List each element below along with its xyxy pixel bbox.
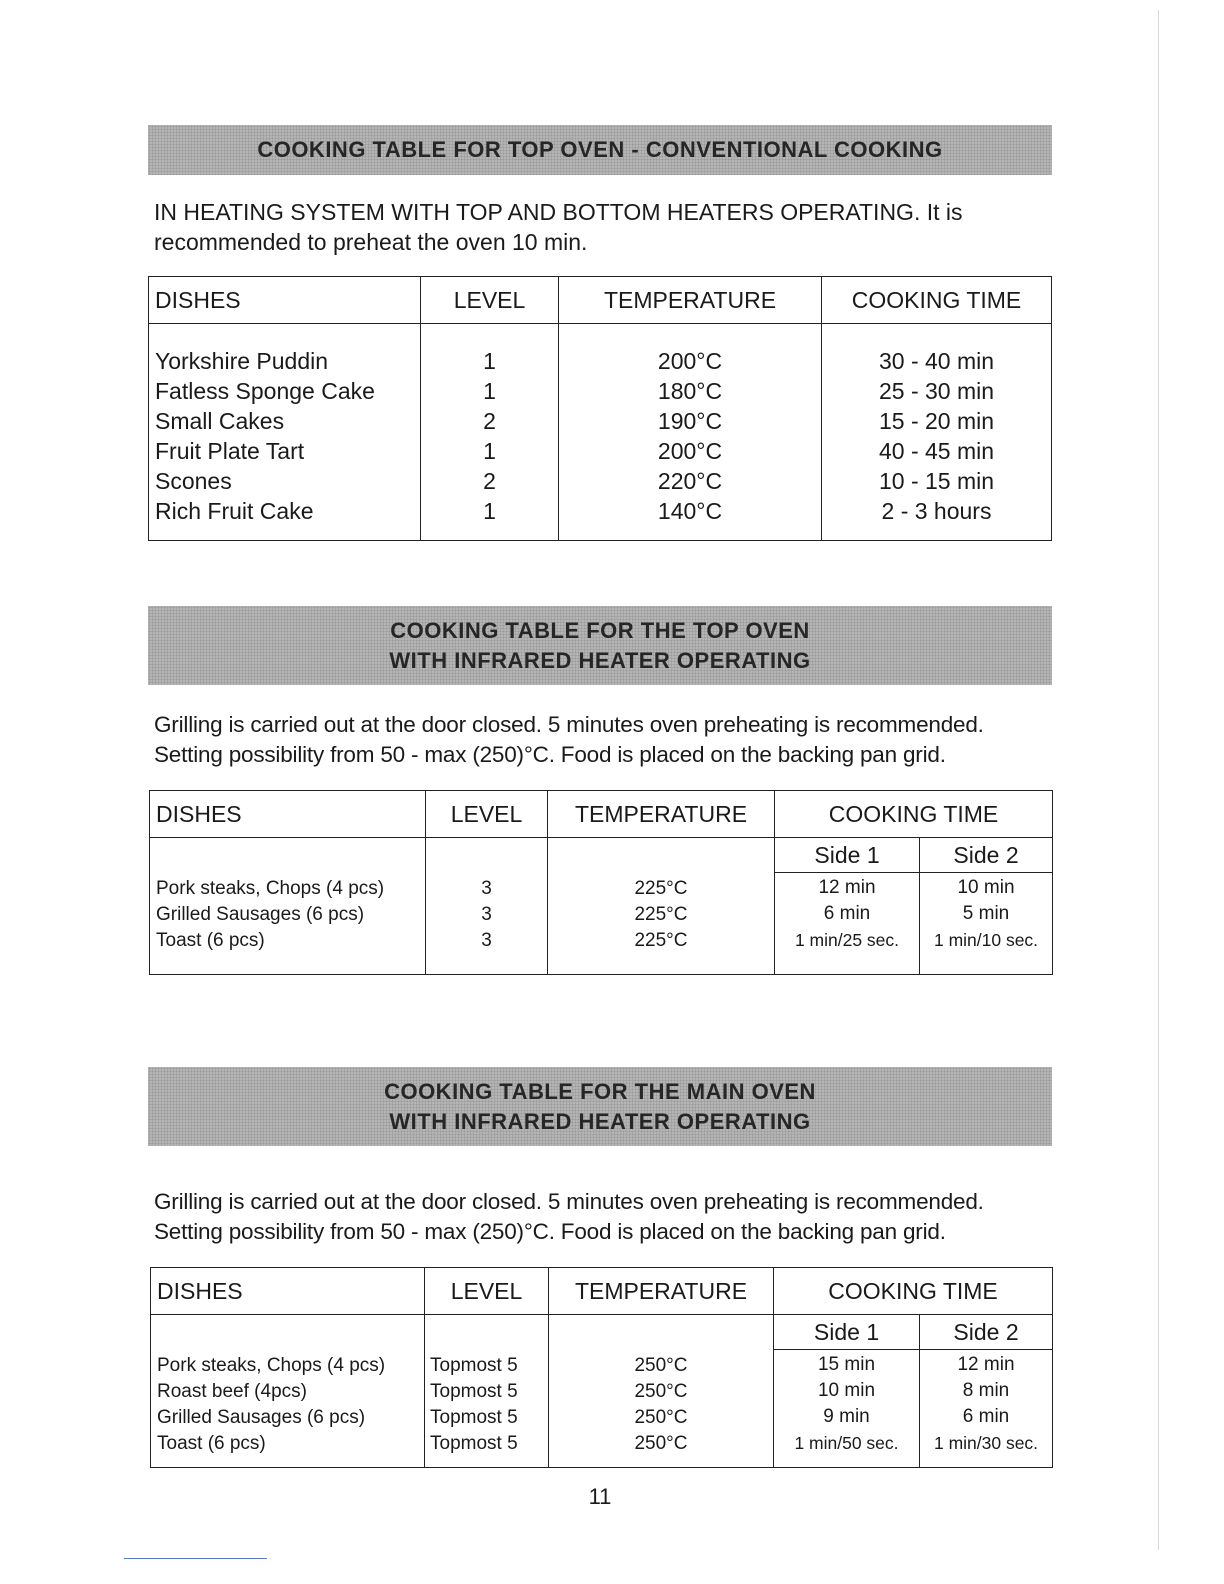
section2-intro	[154, 710, 1054, 770]
dish-cell: Fruit Plate Tart	[155, 438, 305, 464]
dish-cell: Pork steaks, Chops (4 pcs)	[157, 1355, 386, 1376]
header-temperature: TEMPERATURE	[548, 791, 775, 838]
time-column	[822, 324, 1052, 541]
side1-cell: 1 min/25 sec.	[794, 930, 900, 950]
side2-cell: 1 min/10 sec.	[933, 930, 1039, 950]
dishes-column	[150, 838, 426, 975]
time-cell: 2 - 3 hours	[881, 498, 992, 524]
level-cell: 3	[481, 930, 492, 951]
temp-cell: 220°C	[657, 468, 723, 494]
temp-cell: 225°C	[634, 904, 688, 925]
level-cell: 2	[483, 408, 496, 434]
temperature-column	[559, 324, 822, 541]
table-subheader-row	[151, 1315, 1053, 1350]
section2-banner-line: WITH INFRARED HEATER OPERATING	[389, 647, 811, 673]
level-column	[425, 1315, 549, 1468]
page-number: 11	[588, 1484, 612, 1509]
dish-cell: Grilled Sausages (6 pcs)	[157, 1407, 366, 1428]
section1-intro-line: recommended to preheat the oven 10 min.	[154, 229, 588, 255]
header-dishes: DISHES	[150, 791, 426, 838]
table-header-row	[149, 277, 1052, 324]
side2-cell: 1 min/30 sec.	[933, 1433, 1039, 1453]
side2-column	[920, 1350, 1053, 1468]
section1-intro-line: IN HEATING SYSTEM WITH TOP AND BOTTOM HEATERS OPERATING. It is	[154, 199, 963, 225]
header-temperature: TEMPERATURE	[559, 277, 822, 324]
dish-cell: Yorkshire Puddin	[155, 348, 329, 374]
side1-column	[775, 873, 920, 975]
table-header-row	[150, 791, 1053, 838]
section3-banner-line: COOKING TABLE FOR THE MAIN OVEN	[384, 1078, 816, 1104]
side2-cell: 6 min	[962, 1406, 1010, 1427]
header-level: LEVEL	[426, 791, 548, 838]
temp-cell: 180°C	[657, 378, 723, 404]
time-cell: 30 - 40 min	[878, 348, 995, 374]
temp-cell: 250°C	[634, 1355, 688, 1376]
section2-banner-line: COOKING TABLE FOR THE TOP OVEN	[390, 617, 810, 643]
section1-banner	[148, 125, 1052, 175]
side2-cell: 8 min	[962, 1380, 1010, 1401]
page-edge-line	[1158, 10, 1159, 1550]
dish-cell: Fatless Sponge Cake	[155, 378, 375, 404]
header-level: LEVEL	[421, 277, 559, 324]
section3-intro-line: Setting possibility from 50 - max (250)°C. Food is placed on the backing pan grid.	[154, 1219, 946, 1244]
side1-cell: 15 min	[817, 1354, 876, 1375]
level-cell: Topmost 5	[430, 1355, 518, 1376]
header-side-2: Side 2	[920, 1315, 1053, 1350]
side2-cell: 12 min	[957, 1354, 1015, 1375]
table-header-row	[151, 1268, 1053, 1315]
header-cooking-time: COOKING TIME	[774, 1268, 1053, 1315]
side2-cell: 10 min	[957, 877, 1015, 898]
section2-intro-line: Setting possibility from 50 - max (250)°C. Food is placed on the backing pan grid.	[154, 742, 946, 767]
side1-cell: 1 min/50 sec.	[794, 1433, 899, 1453]
header-side-2: Side 2	[920, 838, 1053, 873]
section3-intro-line: Grilling is carried out at the door closed. 5 minutes oven preheating is recommended.	[154, 1189, 984, 1214]
header-dishes: DISHES	[149, 277, 421, 324]
level-cell: Topmost 5	[430, 1407, 518, 1428]
dish-cell: Pork steaks, Chops (4 pcs)	[156, 878, 385, 899]
temperature-column	[549, 1315, 774, 1468]
section1-banner-line: COOKING TABLE FOR TOP OVEN - CONVENTIONAL COOKING	[257, 137, 943, 162]
dish-cell: Rich Fruit Cake	[155, 498, 314, 524]
level-cell: Topmost 5	[430, 1381, 518, 1402]
header-temperature: TEMPERATURE	[549, 1268, 774, 1315]
temp-cell: 200°C	[657, 348, 723, 374]
dish-cell: Roast beef (4pcs)	[157, 1381, 307, 1402]
side1-column	[774, 1350, 920, 1468]
header-level: LEVEL	[425, 1268, 549, 1315]
temp-cell: 190°C	[657, 408, 723, 434]
temperature-column	[548, 838, 775, 975]
level-cell: 3	[481, 904, 492, 925]
level-column	[421, 324, 559, 541]
section3-intro	[154, 1187, 1054, 1247]
dishes-column	[151, 1315, 425, 1468]
dish-cell: Scones	[155, 468, 232, 494]
dish-cell: Toast (6 pcs)	[156, 930, 265, 951]
header-dishes: DISHES	[151, 1268, 425, 1315]
level-cell: 1	[483, 348, 496, 374]
section1-intro	[154, 197, 1054, 257]
section2-banner	[148, 606, 1052, 685]
time-cell: 40 - 45 min	[878, 438, 995, 464]
side1-cell: 12 min	[818, 877, 876, 898]
header-side-1: Side 1	[774, 1315, 920, 1350]
side2-cell: 5 min	[962, 903, 1010, 924]
header-cooking-time: COOKING TIME	[822, 277, 1052, 324]
time-cell: 15 - 20 min	[878, 408, 995, 434]
table-subheader-row	[150, 838, 1053, 873]
side2-column	[920, 873, 1053, 975]
dish-cell: Small Cakes	[155, 408, 285, 434]
header-cooking-time: COOKING TIME	[775, 791, 1053, 838]
level-cell: 3	[481, 878, 492, 899]
temp-cell: 225°C	[634, 878, 688, 899]
level-cell: Topmost 5	[430, 1433, 518, 1454]
table-body	[149, 324, 1052, 541]
header-side-1: Side 1	[775, 838, 920, 873]
section3-table	[150, 1267, 1053, 1468]
temp-cell: 200°C	[657, 438, 723, 464]
temp-cell: 225°C	[634, 930, 688, 951]
section3-banner-line: WITH INFRARED HEATER OPERATING	[389, 1108, 811, 1134]
level-cell: 2	[483, 468, 496, 494]
dish-cell: Toast (6 pcs)	[157, 1433, 266, 1454]
footnote-rule	[124, 1558, 267, 1559]
level-column	[426, 838, 548, 975]
temp-cell: 250°C	[634, 1407, 688, 1428]
section3-banner	[148, 1067, 1052, 1146]
temp-cell: 140°C	[657, 498, 723, 524]
level-cell: 1	[483, 378, 496, 404]
side1-cell: 9 min	[823, 1406, 870, 1427]
side1-cell: 10 min	[817, 1380, 876, 1401]
dishes-column	[149, 324, 421, 541]
time-cell: 25 - 30 min	[878, 378, 995, 404]
section2-table	[149, 790, 1053, 975]
dish-cell: Grilled Sausages (6 pcs)	[156, 904, 365, 925]
time-cell: 10 - 15 min	[878, 468, 995, 494]
side1-cell: 6 min	[823, 903, 871, 924]
level-cell: 1	[483, 438, 496, 464]
level-cell: 1	[483, 498, 496, 524]
temp-cell: 250°C	[634, 1381, 688, 1402]
temp-cell: 250°C	[634, 1433, 688, 1454]
section1-table	[148, 276, 1052, 541]
section2-intro-line: Grilling is carried out at the door closed. 5 minutes oven preheating is recommended.	[154, 712, 984, 737]
